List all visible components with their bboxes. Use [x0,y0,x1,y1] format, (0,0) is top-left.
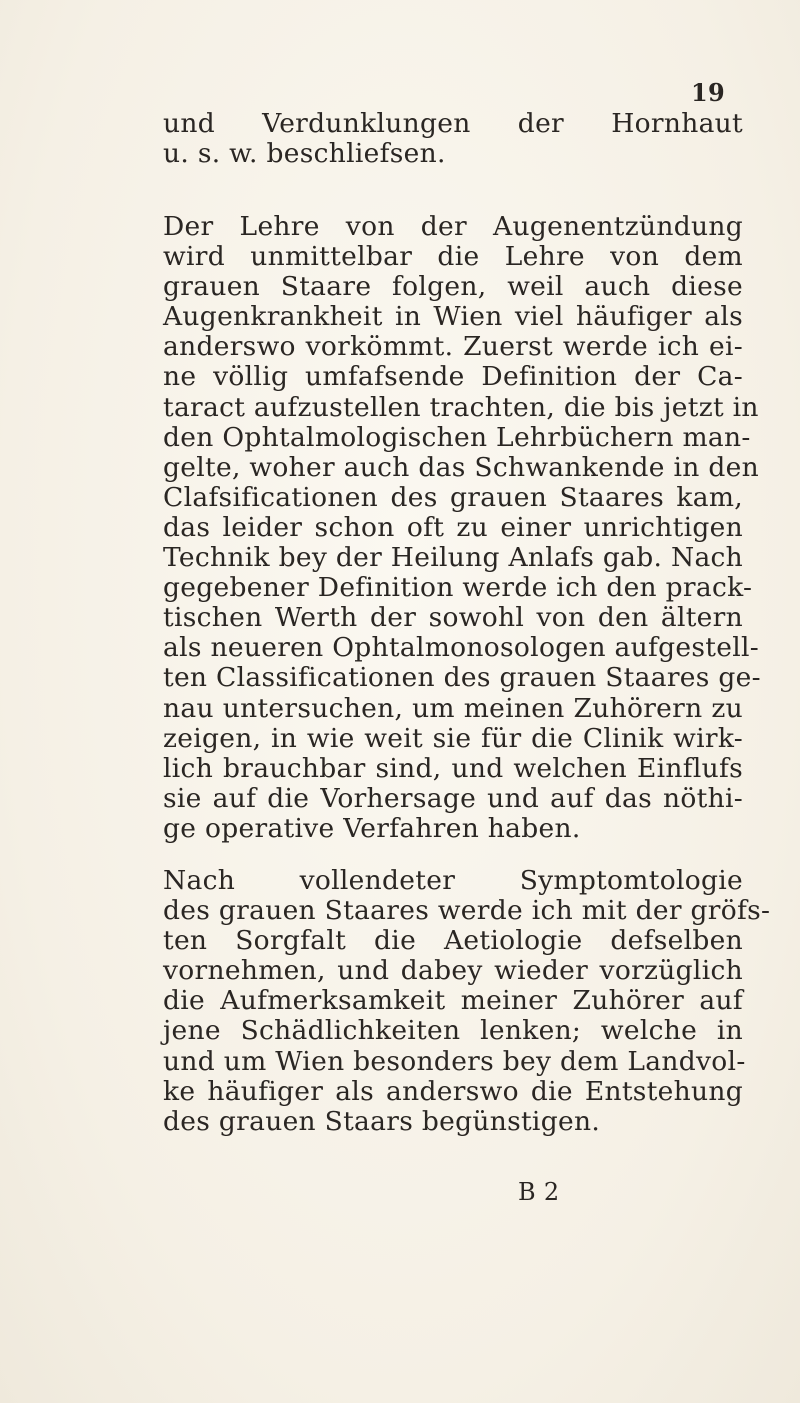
text-line: jene Schädlichkeiten lenken; welche in [163,1015,743,1047]
text-line: den Ophtalmologischen Lehrbüchern man- [163,421,751,453]
text-line: nau untersuchen, um meinen Zuhörern zu [163,692,743,724]
text-line: wird unmittelbar die Lehre von dem [163,241,743,273]
text-line: ten Classificationen des grauen Staares ge- [163,662,761,694]
text-line: des grauen Staares werde ich mit der gröfs- [163,895,771,927]
paragraph-3 [163,865,771,1137]
text-line: ke häufiger als anderswo die Entstehung [163,1075,743,1107]
page-number: 19 [691,78,725,107]
text-line: des grauen Staars begünstigen. [163,1105,601,1137]
text-line: die Aufmerksamkeit meiner Zuhörer auf [163,985,743,1017]
paragraph-1 [163,109,743,169]
text-line: als neueren Ophtalmonosologen aufgestell- [163,632,759,664]
text-line: Technik bey der Heilung Anlafs gab. Nach [163,542,744,574]
text-line: u. s. w. beschliefsen. [163,138,446,170]
text-line: sie auf die Vorhersage und auf das nöthi- [163,782,743,814]
text-line: das leider schon oft zu einer unrichtigen [163,511,743,543]
text-line: anderswo vorkömmt. Zuerst werde ich ei- [163,331,743,363]
text-line: Clafsificationen des grauen Staares kam, [163,481,743,513]
paragraph-2 [163,211,761,844]
text-line: lich brauchbar sind, und welchen Einflufs [163,752,743,784]
text-line: und um Wien besonders bey dem Landvol- [163,1045,746,1077]
text-line: taract aufzustellen trachten, die bis jetzt in [163,391,759,423]
text-line: gelte, woher auch das Schwankende in den [163,451,759,483]
text-line: ne völlig umfafsende Definition der Ca- [163,361,743,393]
text-line: Augenkrankheit in Wien viel häufiger als [163,301,743,333]
text-line: ten Sorgfalt die Aetiologie defselben [163,925,743,957]
text-line: und Verdunklungen der Hornhaut [163,108,743,139]
text-line: Der Lehre von der Augenentzündung [163,211,743,242]
text-line: tischen Werth der sowohl von den ältern [163,602,743,634]
signature-mark: B 2 [518,1178,560,1206]
text-line: zeigen, in wie weit sie für die Clinik wirk- [163,722,743,754]
text-line: ge operative Verfahren haben. [163,812,581,844]
text-line: gegebener Definition werde ich den prack- [163,572,753,604]
text-line: vornehmen, und dabey wieder vorzüglich [163,955,743,987]
text-line: Nach vollendeter Symptomtologie [163,865,743,896]
text-line: grauen Staare folgen, weil auch diese [163,271,743,303]
